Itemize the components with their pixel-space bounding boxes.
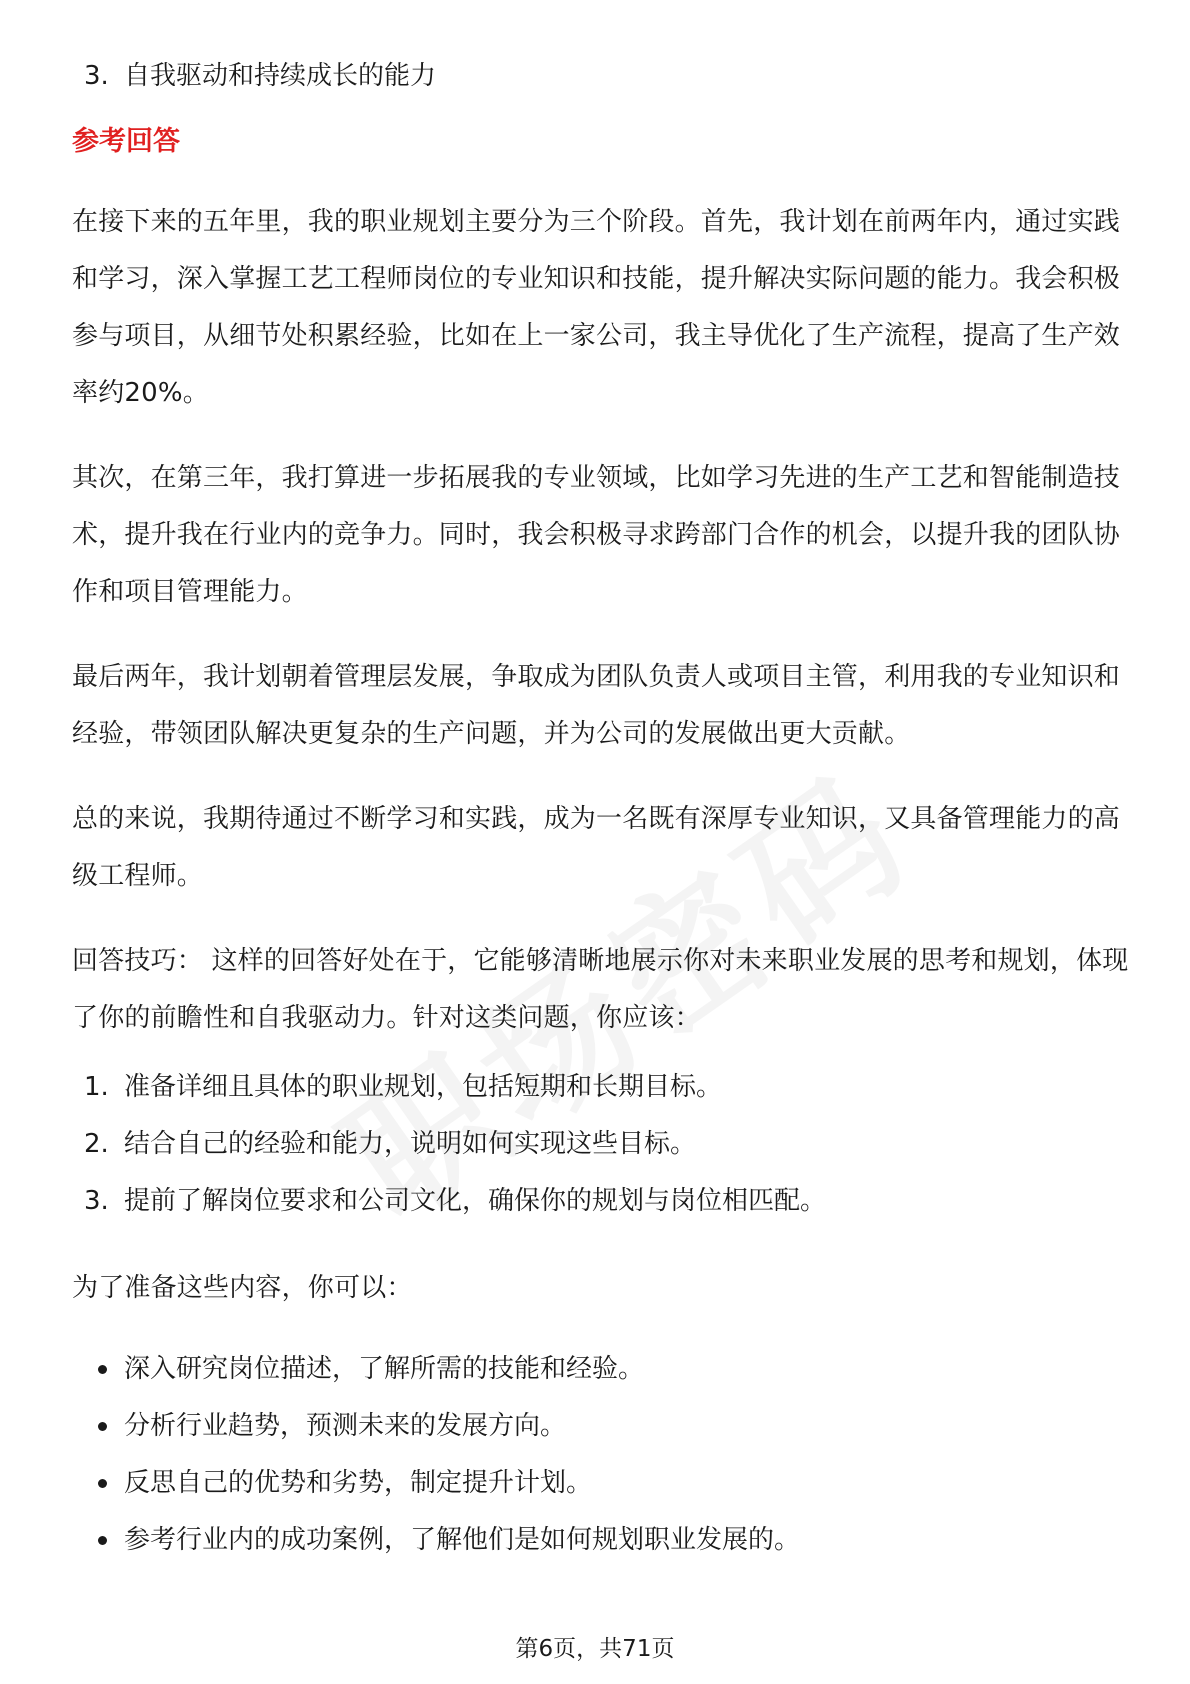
list-number: 3. bbox=[84, 61, 109, 91]
list-item-text: 参考行业内的成功案例，了解他们是如何规划职业发展的。 bbox=[124, 1525, 801, 1555]
list-number: 2. bbox=[84, 1129, 109, 1159]
bullet-icon bbox=[98, 1536, 107, 1545]
list-item-text: 反思自己的优势和劣势，制定提升计划。 bbox=[124, 1468, 593, 1498]
bullet-icon bbox=[98, 1422, 107, 1431]
bullet-icon bbox=[98, 1365, 107, 1374]
list-item bbox=[72, 1059, 1132, 1116]
list-item-text: 分析行业趋势，预测未来的发展方向。 bbox=[124, 1411, 567, 1441]
list-item bbox=[72, 1173, 1132, 1230]
list-item bbox=[72, 1341, 1132, 1398]
bullet-icon bbox=[98, 1479, 107, 1488]
list-item-text: 自我驱动和持续成长的能力 bbox=[124, 61, 437, 91]
answer-paragraph-3: 最后两年，我计划朝着管理层发展，争取成为团队负责人或项目主管，利用我的专业知识和经验，带领团队解决更复杂的生产问题，并为公司的发展做出更大贡献。 bbox=[72, 662, 1121, 749]
bullet-list bbox=[72, 1341, 1132, 1569]
list-item-text: 准备详细且具体的职业规划，包括短期和长期目标。 bbox=[124, 1072, 723, 1102]
answer-paragraph-4: 总的来说，我期待通过不断学习和实践，成为一名既有深厚专业知识，又具备管理能力的高级工程师。 bbox=[72, 804, 1121, 891]
list-item bbox=[72, 1398, 1132, 1455]
list-item-text: 深入研究岗位描述，了解所需的技能和经验。 bbox=[124, 1354, 645, 1384]
prep-intro: 为了准备这些内容，你可以： bbox=[72, 1273, 413, 1303]
list-item bbox=[72, 1116, 1132, 1173]
list-number: 3. bbox=[84, 1186, 109, 1216]
list-item-text: 提前了解岗位要求和公司文化，确保你的规划与岗位相匹配。 bbox=[124, 1186, 827, 1216]
list-item bbox=[72, 1455, 1132, 1512]
page-number-footer: 第6页，共71页 bbox=[515, 1636, 675, 1662]
steps-list bbox=[72, 1059, 1132, 1230]
section-title: 参考回答 bbox=[72, 126, 180, 157]
tips-paragraph: 回答技巧： 这样的回答好处在于，它能够清晰地展示你对未来职业发展的思考和规划，体现了你的前瞻性和自我驱动力。针对这类问题，你应该： bbox=[72, 946, 1129, 1033]
list-number: 1. bbox=[84, 1072, 109, 1102]
page-content bbox=[72, 56, 1132, 1569]
answer-paragraph-1: 在接下来的五年里，我的职业规划主要分为三个阶段。首先，我计划在前两年内，通过实践和学习，深入掌握工艺工程师岗位的专业知识和技能，提升解决实际问题的能力。我会积极参与项目，从细节处积累经验，比如在上一家公司，我主导优化了生产流程，提高了生产效率约20%。 bbox=[72, 207, 1121, 408]
intro-list-item bbox=[72, 56, 1132, 96]
list-item-text: 结合自己的经验和能力，说明如何实现这些目标。 bbox=[124, 1129, 697, 1159]
list-item bbox=[72, 1512, 1132, 1569]
answer-paragraph-2: 其次，在第三年，我打算进一步拓展我的专业领域，比如学习先进的生产工艺和智能制造技术，提升我在行业内的竞争力。同时，我会积极寻求跨部门合作的机会，以提升我的团队协作和项目管理能力。 bbox=[72, 463, 1121, 607]
